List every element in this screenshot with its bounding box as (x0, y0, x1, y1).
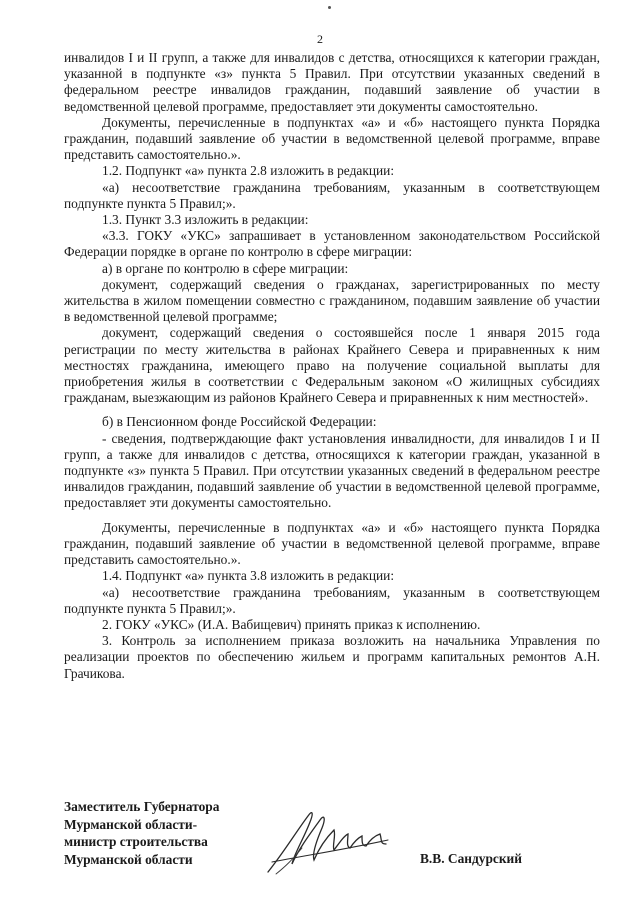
paragraph: а) в органе по контролю в сфере миграции: (102, 260, 349, 276)
signature-stroke (268, 813, 386, 872)
paragraph: «3.3. ГОКУ «УКС» запрашивает в установленном законодательством Российской Федерации порядке в органе по контролю в сфере миграции: (64, 228, 600, 260)
paragraph: 3. Контроль за исполнением приказа возложить на начальника Управления по реализации проектов по обеспечению жильем и программ капитальных ремонтов А.Н. Грачикова. (64, 633, 600, 681)
signatory-name: В.В. Сандурский (420, 851, 522, 866)
paragraph: Документы, перечисленные в подпунктах «а» и «б» настоящего пункта Порядка гражданин, подавший заявление об участии в ведомственной целевой программе, вправе представить самостоятельно.». (64, 114, 600, 163)
document-body (64, 50, 600, 682)
paragraph: - сведения, подтверждающие факт установления инвалидности, для инвалидов I и II групп, а также для инвалидов с детства, относящихся к категории граждан, указанной в подпункте «з» пункта 5 Правил. При отсутствии указанных сведений в федеральном реестре инвалидов гражданин, подавший заявление об участии в ведомственной целевой программе, предоставляет эти документы самостоятельно. (64, 430, 600, 511)
paragraph: 1.2. Подпункт «а» пункта 2.8 изложить в редакции: (102, 163, 395, 179)
paragraph: документ, содержащий сведения о гражданах, зарегистрированных по месту жительства в жилом помещении совместно с гражданином, подавшим заявление об участии в ведомственной целевой программе; (64, 276, 600, 325)
paragraph: «а) несоответствие гражданина требованиям, указанным в соответствующем подпункте пункта 5 Правил;». (64, 179, 600, 211)
paragraph: б) в Пенсионном фонде Российской Федерации: (102, 414, 377, 430)
signatory-title-line: министр строительства (64, 834, 208, 849)
signatory-title-line: Заместитель Губернатора (64, 799, 220, 814)
scan-speck (328, 6, 331, 9)
paragraph: 1.4. Подпункт «а» пункта 3.8 изложить в редакции: (102, 568, 395, 584)
paragraph: инвалидов I и II групп, а также для инвалидов с детства, относящихся к категории граждан, указанной в подпункте «з» пункта 5 Правил. При отсутствии указанных сведений в федеральном реестре инвалидов гражданин, подавший заявление об участии в ведомственной целевой программе, предоставляет эти документы самостоятельно. (64, 50, 600, 114)
page-number: 2 (317, 32, 323, 46)
paragraph: 1.3. Пункт 3.3 изложить в редакции: (102, 212, 309, 228)
paragraph: Документы, перечисленные в подпунктах «а» и «б» настоящего пункта Порядка гражданин, подавший заявление об участии в ведомственной целевой программе, вправе представить самостоятельно.». (64, 519, 600, 568)
handwritten-signature (262, 800, 392, 880)
signatory-title (64, 798, 219, 868)
paragraph: 2. ГОКУ «УКС» (И.А. Вабищевич) принять приказ к исполнению. (102, 616, 481, 632)
paragraph: «а) несоответствие гражданина требованиям, указанным в соответствующем подпункте пункта 5 Правил;». (64, 584, 600, 616)
signatory-title-line: Мурманской области (64, 851, 193, 867)
paragraph: документ, содержащий сведения о состоявшейся после 1 января 2015 года регистрации по месту жительства в районах Крайнего Севера и приравненных к ним местностях гражданина, имеющего право на получение социальной выплаты для приобретения жилья в соответствии с Федеральным законом «О жилищных субсидиях гражданам, выезжающим из районов Крайнего Севера и приравненных к ним местностей». (64, 325, 600, 406)
signatory-title-line: Мурманской области- (64, 816, 198, 832)
